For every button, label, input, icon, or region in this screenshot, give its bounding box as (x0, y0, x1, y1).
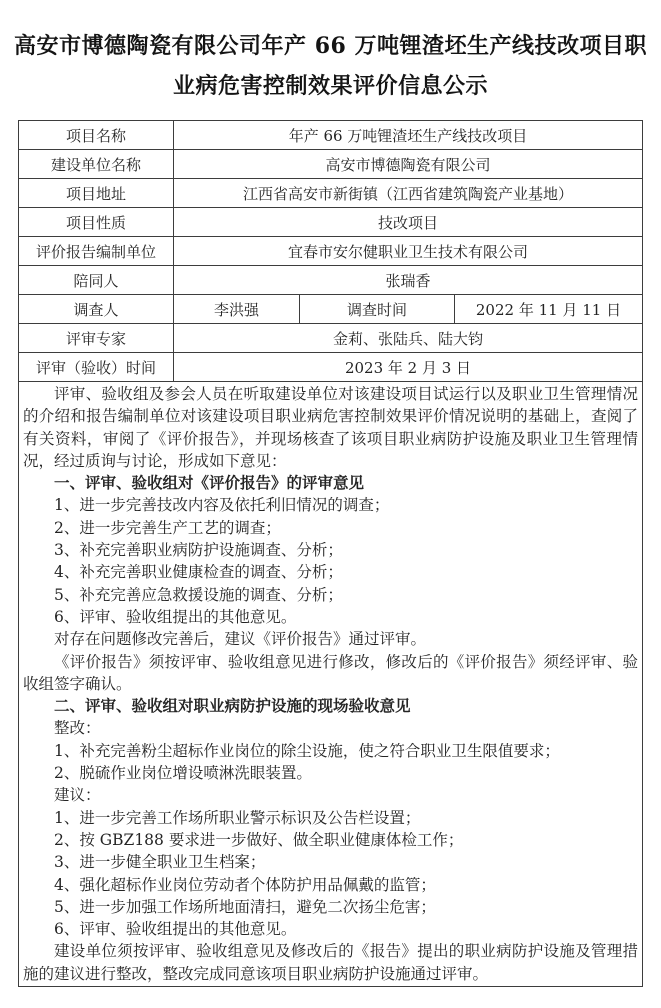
suggest-item: 5、进一步加强工作场所地面清扫，避免二次扬尘危害； (53, 897, 436, 916)
row-label-project-name: 项目名称 (18, 121, 173, 150)
row-value-accompany: 张瑞香 (173, 266, 642, 295)
row-label-investigation-time: 调查时间 (299, 295, 454, 324)
row-label-review-experts: 评审专家 (18, 324, 173, 353)
section1-conclusion: 《评价报告》须按评审、验收组意见进行修改，修改后的《评价报告》须经评审、验收组签字确认。 (22, 652, 639, 693)
section1-item: 4、补充完善职业健康检查的调查、分析； (53, 563, 343, 582)
table-row (18, 121, 642, 150)
row-value-investigation-time: 2022 年 11 月 11 日 (454, 295, 642, 324)
row-value-review-experts: 金莉、张陆兵、陆大钧 (173, 324, 642, 353)
final-paragraph: 建设单位须按评审、验收组意见及修改后的《报告》提出的职业病防护设施及管理措施的建议进行整改，整改完成同意该项目职业病防护设施通过评审。 (22, 942, 639, 983)
table-row (18, 237, 642, 266)
opinion-intro: 评审、验收组及参会人员在听取建设单位对该建设项目试运行以及职业卫生管理情况的介绍和报告编制单位对该建设项目职业病危害控制效果评价情况说明的基础上，查阅了有关资料，审阅了《评价报告》，并现场核查了该项目职业病防护设施及职业卫生管理情况，经过质询与讨论，形成如下意见： (22, 385, 639, 470)
row-label-accompany: 陪同人 (18, 266, 173, 295)
table-row (18, 208, 642, 237)
suggest-item: 6、评审、验收组提出的其他意见。 (53, 920, 297, 939)
row-value-project-name: 年产 66 万吨锂渣坯生产线技改项目 (173, 121, 642, 150)
table-row (18, 324, 642, 353)
rectify-item: 2、脱硫作业岗位增设喷淋洗眼装置。 (53, 764, 312, 783)
row-label-project-address: 项目地址 (18, 179, 173, 208)
opinion-cell (18, 382, 642, 987)
section1-item: 3、补充完善职业病防护设施调查、分析； (53, 541, 343, 560)
suggest-item: 2、按 GBZ188 要求进一步做好、做全职业健康体检工作； (53, 830, 464, 849)
row-label-review-time: 评审（验收）时间 (18, 353, 173, 382)
page-title: 高安市博德陶瓷有限公司年产 66 万吨锂渣坯生产线技改项目职业病危害控制效果评价信息公示 (14, 33, 647, 99)
section1-conclusion: 对存在问题修改完善后，建议《评价报告》通过评审。 (53, 630, 426, 649)
section1-heading: 一、评审、验收组对《评价报告》的评审意见 (53, 473, 364, 493)
row-label-investigator: 调查人 (18, 295, 173, 324)
project-info-table (18, 120, 643, 987)
rectify-item: 1、补充完善粉尘超标作业岗位的除尘设施，使之符合职业卫生限值要求； (53, 741, 560, 760)
section1-item: 6、评审、验收组提出的其他意见。 (53, 607, 297, 626)
table-row-opinion (18, 382, 642, 987)
section1-item: 1、进一步完善技改内容及依托利旧情况的调查； (53, 496, 390, 515)
row-label-report-org: 评价报告编制单位 (18, 237, 173, 266)
table-row (18, 150, 642, 179)
section1-item: 5、补充完善应急救援设施的调查、分析； (53, 585, 343, 604)
table-row (18, 353, 642, 382)
rectify-label: 整改： (53, 719, 101, 738)
row-value-project-nature: 技改项目 (173, 208, 642, 237)
suggest-item: 3、进一步健全职业卫生档案； (53, 853, 266, 872)
row-value-report-org: 宜春市安尔健职业卫生技术有限公司 (173, 237, 642, 266)
table-row (18, 266, 642, 295)
section2-heading: 二、评审、验收组对职业病防护设施的现场验收意见 (53, 696, 411, 716)
suggest-label: 建议： (53, 786, 101, 805)
row-value-review-time: 2023 年 2 月 3 日 (173, 353, 642, 382)
row-value-project-address: 江西省高安市新街镇（江西省建筑陶瓷产业基地） (173, 179, 642, 208)
suggest-item: 1、进一步完善工作场所职业警示标识及公告栏设置； (53, 808, 421, 827)
row-value-builder-name: 高安市博德陶瓷有限公司 (173, 150, 642, 179)
suggest-item: 4、强化超标作业岗位劳动者个体防护用品佩戴的监管； (53, 875, 436, 894)
row-value-investigator-name: 李洪强 (173, 295, 299, 324)
row-label-project-nature: 项目性质 (18, 208, 173, 237)
row-label-builder-name: 建设单位名称 (18, 150, 173, 179)
section1-item: 2、进一步完善生产工艺的调查； (53, 518, 281, 537)
table-row (18, 179, 642, 208)
table-row-investigator (18, 295, 642, 324)
